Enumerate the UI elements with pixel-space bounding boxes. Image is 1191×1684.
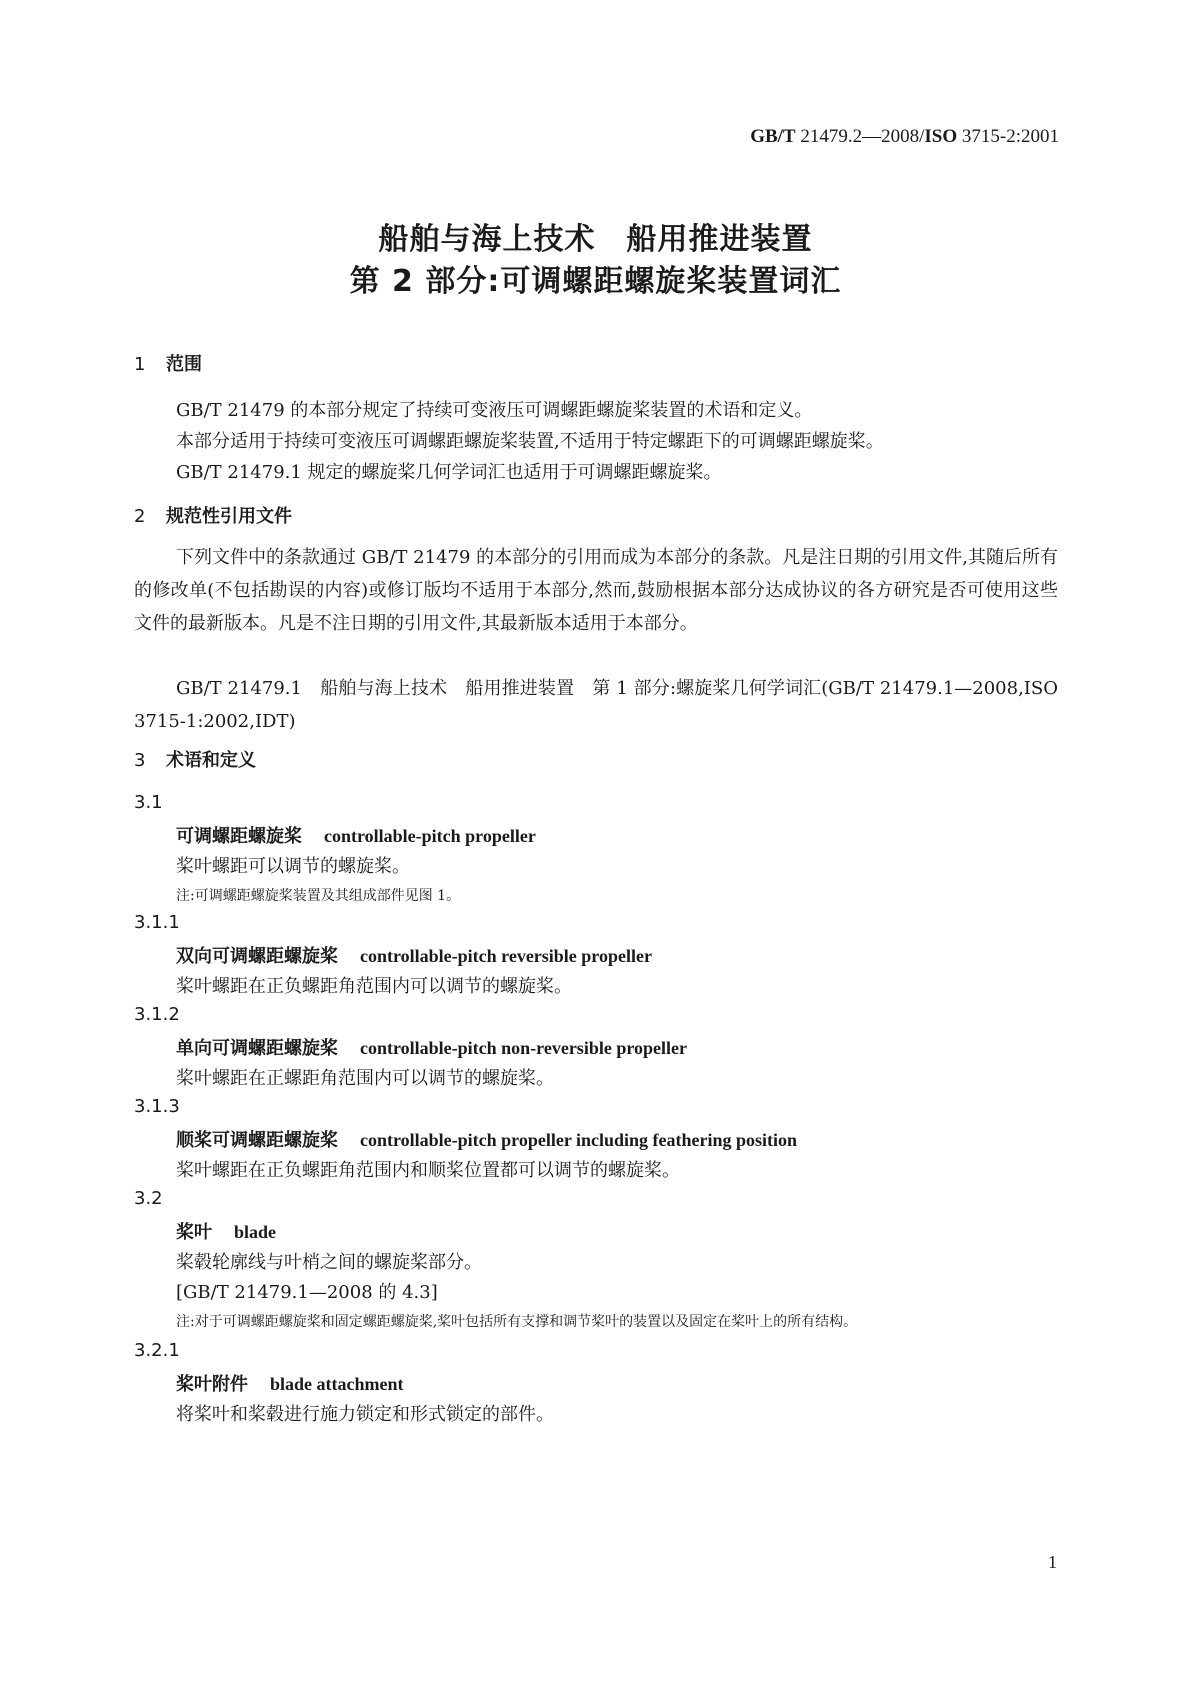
term-number: 3.2 [134,1188,163,1209]
term-title: 单向可调螺距螺旋桨 controllable-pitch non-reversible propeller [176,1038,687,1059]
term-note: 注:可调螺距螺旋桨装置及其组成部件见图 1。 [176,888,461,904]
scope-paragraph-2: 本部分适用于持续可变液压可调螺距螺旋桨装置,不适用于特定螺距下的可调螺距螺旋桨。 [176,431,884,452]
term-note: 注:对于可调螺距螺旋桨和固定螺距螺旋桨,桨叶包括所有支撑和调节桨叶的装置以及固定在桨叶上的所有结构。 [176,1314,858,1330]
term-title: 桨叶 blade [176,1222,277,1243]
term-definition: 桨叶螺距在正负螺距角范围内可以调节的螺旋桨。 [176,976,572,997]
section-3-heading: 3 术语和定义 [134,750,256,771]
scope-paragraph-1: GB/T 21479 的本部分规定了持续可变液压可调螺距螺旋桨装置的术语和定义。 [176,400,813,421]
term-definition: 桨叶螺距在正负螺距角范围内和顺桨位置都可以调节的螺旋桨。 [176,1160,680,1181]
normative-reference-item: GB/T 21479.1 船舶与海上技术 船用推进装置 第 1 部分:螺旋桨几何学词汇(GB/T 21479.1—2008,ISO 3715-1:2002,IDT) [134,678,1058,732]
term-title: 双向可调螺距螺旋桨 controllable-pitch reversible propeller [176,946,652,967]
term-title: 桨叶附件 blade attachment [176,1374,404,1395]
normative-references-paragraph: 下列文件中的条款通过 GB/T 21479 的本部分的引用而成为本部分的条款。凡是注日期的引用文件,其随后所有的修改单(不包括勘误的内容)或修订版均不适用于本部分,然而,鼓励根据本部分达成协议的各方研究是否可使用这些文件的最新版本。凡是不注日期的引用文件,其最新版本适用于本部分。 [134,547,1058,634]
title-line-1: 船舶与海上技术 船用推进装置 [378,222,813,257]
page-number: 1 [1048,1552,1057,1572]
term-number: 3.1.3 [134,1096,180,1117]
term-number: 3.1.1 [134,912,180,933]
term-number: 3.1.2 [134,1004,180,1025]
term-definition: 桨叶螺距可以调节的螺旋桨。 [176,856,410,877]
standard-number: GB/T 21479.2—2008/ISO 3715-2:2001 [750,126,1059,147]
section-1-heading: 1 范围 [134,354,202,375]
term-title: 可调螺距螺旋桨 controllable-pitch propeller [176,826,536,847]
term-definition: 桨毂轮廓线与叶梢之间的螺旋桨部分。 [176,1252,482,1273]
scope-paragraph-3: GB/T 21479.1 规定的螺旋桨几何学词汇也适用于可调螺距螺旋桨。 [176,462,722,483]
term-number: 3.2.1 [134,1340,180,1361]
term-title: 顺桨可调螺距螺旋桨 controllable-pitch propeller including feathering position [176,1130,798,1151]
title-line-2: 第 2 部分:可调螺距螺旋桨装置词汇 [349,264,842,299]
term-definition: 将桨叶和桨毂进行施力锁定和形式锁定的部件。 [176,1404,554,1425]
term-number: 3.1 [134,792,163,813]
term-source-reference: [GB/T 21479.1—2008 的 4.3] [176,1282,438,1303]
term-definition: 桨叶螺距在正螺距角范围内可以调节的螺旋桨。 [176,1068,554,1089]
section-2-heading: 2 规范性引用文件 [134,506,292,527]
